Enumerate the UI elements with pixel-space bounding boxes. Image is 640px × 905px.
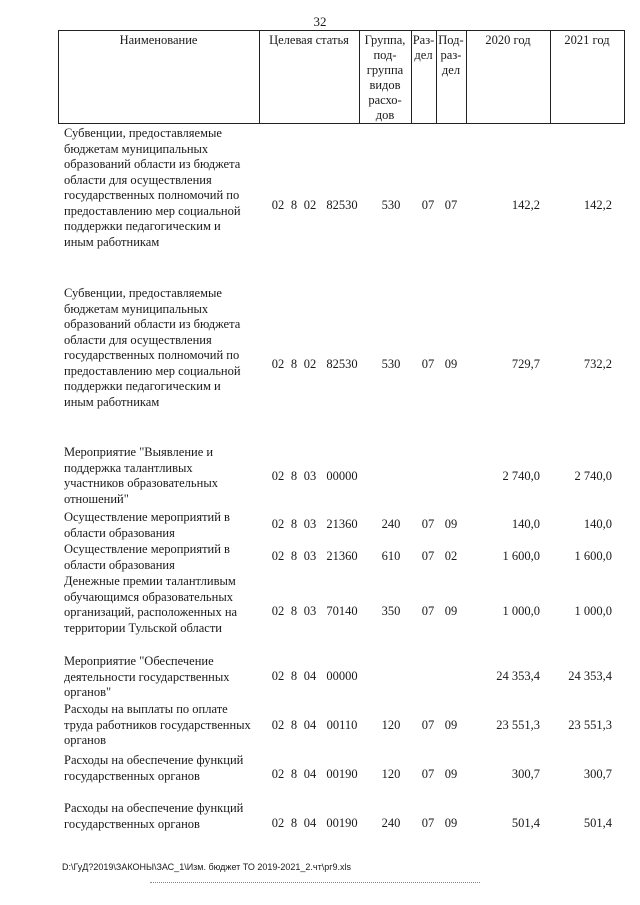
cell-y2020: 729,7: [511, 357, 540, 371]
cell-c2: 8: [290, 549, 298, 563]
cell-c3: 02: [303, 357, 317, 371]
row-name-line: государственных органов: [64, 768, 200, 783]
cell-c4: 21360: [326, 549, 358, 563]
row-name-line: бюджетам муниципальных: [64, 141, 209, 156]
cell-c2: 8: [290, 198, 298, 212]
cell-grp: 350: [381, 604, 401, 618]
cell-y2021: 23 551,3: [568, 718, 612, 732]
row-name-line: предоставлению мер социальной: [64, 363, 241, 378]
header-group-line: расхо-: [368, 93, 402, 107]
cell-sec: 07: [421, 604, 435, 618]
cell-c4: 70140: [326, 604, 358, 618]
cell-grp: 530: [381, 357, 401, 371]
row-name-line: Осуществление мероприятий в: [64, 510, 230, 524]
row-name-line: иным работникам: [64, 234, 160, 249]
cell-y2021: 732,2: [583, 357, 612, 371]
header-name: Наименование: [119, 33, 198, 47]
header-year-2020: 2020 год: [485, 33, 531, 47]
header-section-line: Раз-: [412, 33, 435, 47]
cell-sub: 09: [444, 517, 458, 531]
row-name-line: Расходы на выплаты по оплате: [64, 702, 228, 716]
cell-sub: 09: [444, 604, 458, 618]
cell-c2: 8: [290, 517, 298, 531]
cell-c3: 03: [303, 517, 317, 531]
cell-c4: 00190: [326, 816, 358, 830]
cell-c1: 02: [271, 604, 285, 618]
cell-c3: 04: [303, 816, 317, 830]
cell-grp: 530: [381, 198, 401, 212]
cell-c2: 8: [290, 669, 298, 683]
cell-y2020: 1 600,0: [502, 549, 540, 563]
footer-divider: [150, 882, 480, 883]
cell-c4: 82530: [326, 357, 358, 371]
cell-sec: 07: [421, 816, 435, 830]
cell-sec: 07: [421, 549, 435, 563]
header-group-line: Группа,: [364, 33, 406, 47]
cell-c3: 03: [303, 549, 317, 563]
cell-c4: 00000: [326, 669, 358, 683]
row-name-line: поддержка талантливых: [64, 460, 193, 475]
cell-sub: 02: [444, 549, 458, 563]
row-name-line: Расходы на обеспечение функций: [64, 801, 244, 815]
row-name-line: образований области из бюджета: [64, 157, 241, 171]
header-group-line: группа: [366, 63, 404, 77]
cell-sub: 07: [444, 198, 458, 212]
cell-c1: 02: [271, 816, 285, 830]
row-name-line: иным работникам: [64, 394, 160, 409]
row-name: [64, 286, 264, 410]
column-divider: [624, 31, 625, 123]
row-name-line: органов: [64, 733, 107, 747]
header-target-article: Целевая статья: [269, 33, 349, 47]
cell-sub: 09: [444, 816, 458, 830]
cell-y2021: 24 353,4: [568, 669, 612, 683]
cell-c3: 04: [303, 767, 317, 781]
cell-c4: 00000: [326, 469, 358, 483]
cell-grp: 610: [381, 549, 401, 563]
page-number: 32: [313, 14, 327, 29]
cell-c4: 82530: [326, 198, 358, 212]
cell-c2: 8: [290, 469, 298, 483]
cell-y2021: 142,2: [583, 198, 612, 212]
row-name: [64, 753, 264, 784]
row-name: [64, 445, 264, 507]
cell-sub: 09: [444, 357, 458, 371]
cell-y2021: 1 000,0: [574, 604, 612, 618]
cell-c2: 8: [290, 767, 298, 781]
cell-y2020: 142,2: [511, 198, 540, 212]
header-group: [359, 33, 411, 123]
cell-sec: 07: [421, 767, 435, 781]
row-name-line: территории Тульской области: [64, 620, 222, 635]
row-name: [64, 801, 264, 832]
cell-c2: 8: [290, 357, 298, 371]
row-name-line: участников образовательных: [64, 476, 218, 490]
cell-y2021: 1 600,0: [574, 549, 612, 563]
row-name-line: Субвенции, предоставляемые: [64, 126, 222, 140]
cell-y2021: 140,0: [583, 517, 612, 531]
cell-c2: 8: [290, 604, 298, 618]
header-section-line: дел: [414, 48, 433, 62]
header-subsection: [436, 33, 466, 78]
row-name: [64, 510, 264, 541]
cell-sec: 07: [421, 198, 435, 212]
cell-y2020: 23 551,3: [496, 718, 540, 732]
row-name: [64, 702, 264, 749]
cell-y2021: 300,7: [583, 767, 612, 781]
row-name-line: органов": [64, 685, 112, 699]
header-group-line: видов: [369, 78, 401, 92]
row-name-line: отношений": [64, 491, 129, 506]
row-name-line: обучающимся образовательных: [64, 589, 233, 604]
cell-c1: 02: [271, 357, 285, 371]
row-name-line: государственных полномочий по: [64, 348, 240, 362]
row-name-line: поддержки педагогическим и: [64, 219, 221, 233]
cell-c2: 8: [290, 718, 298, 732]
cell-sec: 07: [421, 718, 435, 732]
cell-y2021: 501,4: [583, 816, 612, 830]
cell-y2020: 300,7: [511, 767, 540, 781]
cell-c4: 00110: [326, 718, 358, 732]
cell-sub: 09: [444, 767, 458, 781]
row-name-line: Субвенции, предоставляемые: [64, 286, 222, 300]
header-group-line: под-: [373, 48, 397, 62]
cell-c1: 02: [271, 669, 285, 683]
cell-c3: 03: [303, 604, 317, 618]
header-year-2021: 2021 год: [564, 33, 610, 47]
row-name-line: бюджетам муниципальных: [64, 301, 209, 316]
cell-c4: 00190: [326, 767, 358, 781]
cell-sec: 07: [421, 517, 435, 531]
cell-c1: 02: [271, 469, 285, 483]
row-name: [64, 542, 264, 573]
cell-c1: 02: [271, 198, 285, 212]
row-name-line: Мероприятие "Обеспечение: [64, 654, 214, 668]
row-name: [64, 126, 264, 250]
table-header: [58, 30, 625, 124]
header-group-line: дов: [375, 108, 395, 122]
header-subsection-line: раз-: [440, 48, 462, 62]
cell-grp: 240: [381, 517, 401, 531]
row-name-line: области образования: [64, 525, 175, 540]
header-subsection-line: Под-: [438, 33, 464, 47]
row-name-line: организаций, расположенных на: [64, 605, 238, 619]
cell-y2020: 1 000,0: [502, 604, 540, 618]
cell-c3: 04: [303, 718, 317, 732]
cell-sub: 09: [444, 718, 458, 732]
row-name-line: государственных органов: [64, 816, 200, 831]
row-name-line: труда работников государственных: [64, 717, 251, 732]
cell-y2020: 24 353,4: [496, 669, 540, 683]
cell-c1: 02: [271, 517, 285, 531]
row-name-line: Осуществление мероприятий в: [64, 542, 230, 556]
row-name: [64, 574, 264, 636]
cell-sec: 07: [421, 357, 435, 371]
row-name: [64, 654, 264, 701]
cell-y2021: 2 740,0: [574, 469, 612, 483]
row-name-line: Мероприятие "Выявление и: [64, 445, 214, 459]
cell-grp: 120: [381, 767, 401, 781]
cell-y2020: 2 740,0: [502, 469, 540, 483]
row-name-line: области для осуществления: [64, 332, 212, 347]
file-path-footer: D:\ГуД?2019\ЗАКОНЫ\ЗАС_1\Изм. бюджет ТО 2019-2021_2.чт\рг9.xls: [62, 862, 352, 872]
cell-c1: 02: [271, 549, 285, 563]
header-section: [411, 33, 436, 63]
cell-c3: 02: [303, 198, 317, 212]
header-subsection-line: дел: [441, 63, 461, 77]
row-name-line: государственных полномочий по: [64, 188, 240, 202]
row-name-line: деятельности государственных: [64, 669, 230, 684]
cell-grp: 120: [381, 718, 401, 732]
cell-c3: 03: [303, 469, 317, 483]
row-name-line: предоставлению мер социальной: [64, 203, 241, 218]
row-name-line: области для осуществления: [64, 172, 212, 187]
cell-c4: 21360: [326, 517, 358, 531]
row-name-line: образований области из бюджета: [64, 317, 241, 331]
cell-y2020: 140,0: [511, 517, 540, 531]
row-name-line: Расходы на обеспечение функций: [64, 753, 244, 767]
row-name-line: поддержки педагогическим и: [64, 379, 221, 393]
cell-y2020: 501,4: [511, 816, 540, 830]
cell-c2: 8: [290, 816, 298, 830]
cell-c1: 02: [271, 718, 285, 732]
row-name-line: области образования: [64, 557, 175, 572]
row-name-line: Денежные премии талантливым: [64, 574, 236, 588]
cell-c3: 04: [303, 669, 317, 683]
cell-c1: 02: [271, 767, 285, 781]
cell-grp: 240: [381, 816, 401, 830]
